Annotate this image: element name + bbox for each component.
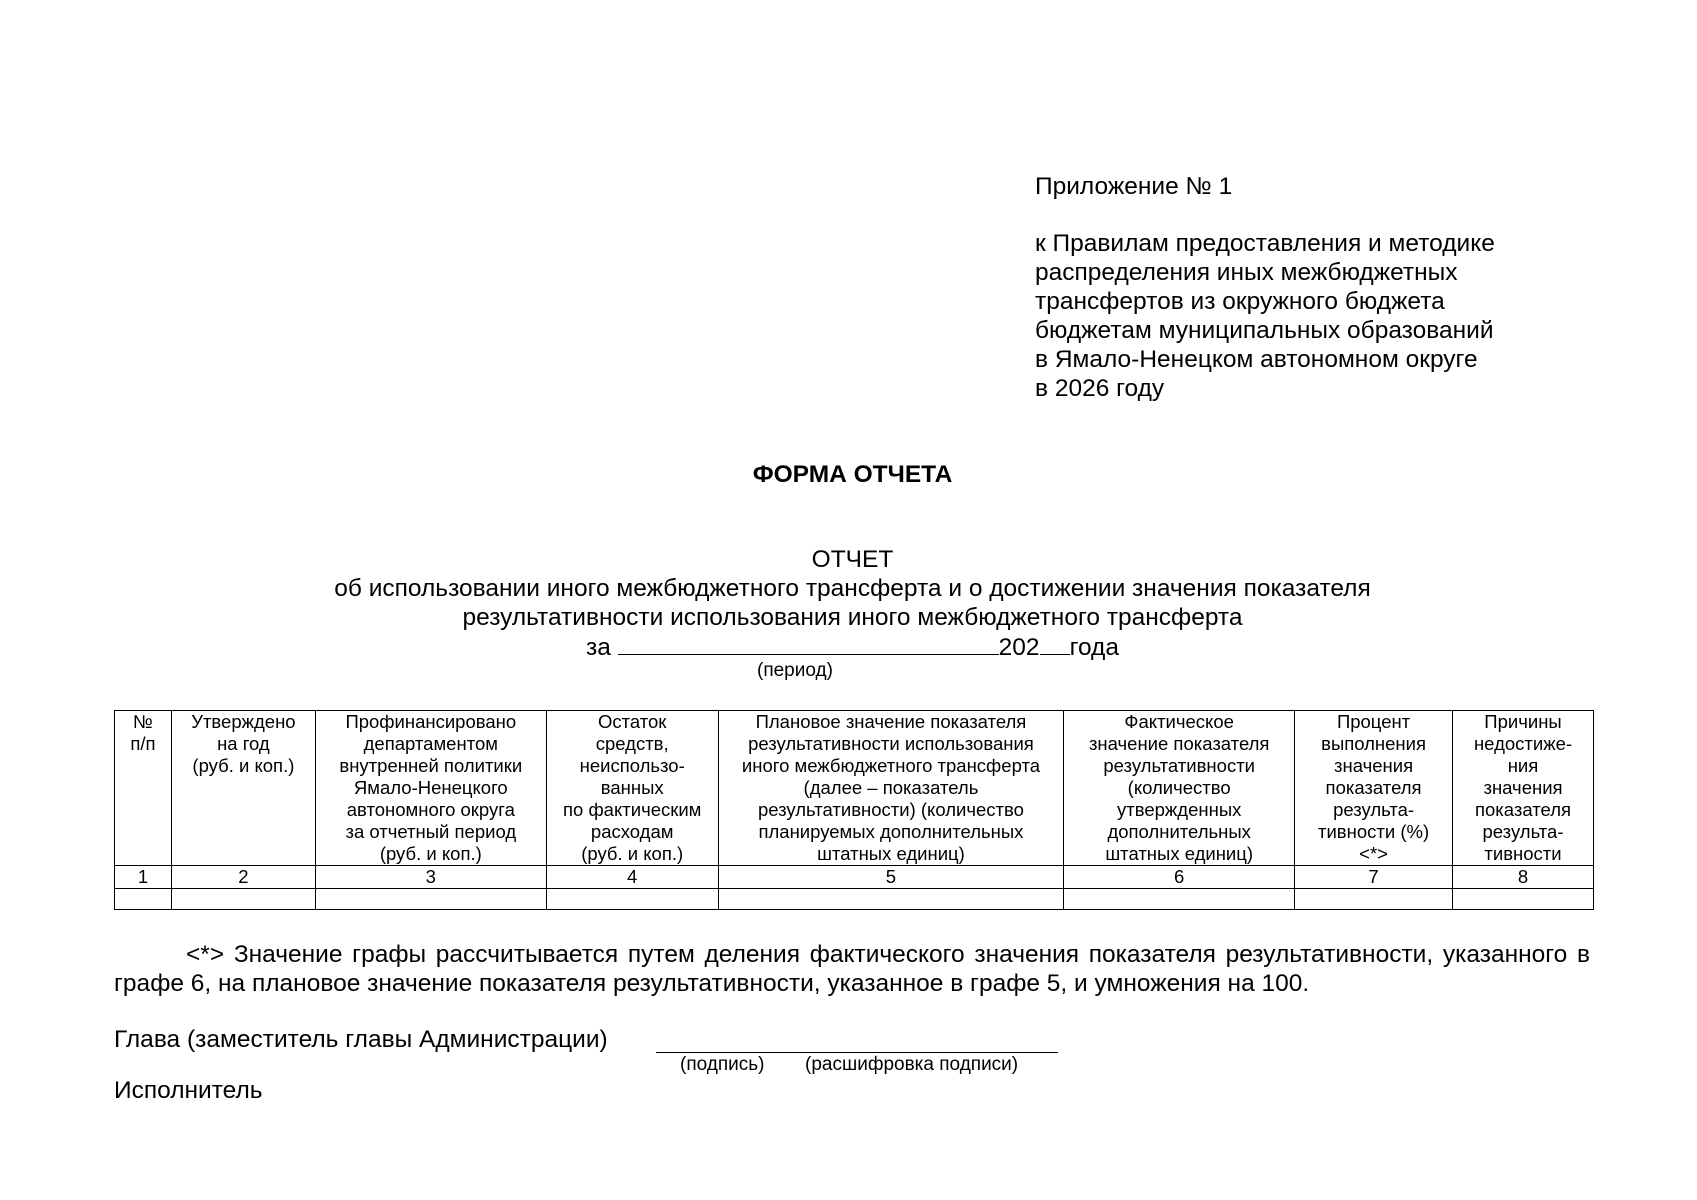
- column-header-line: Плановое значение показателя: [755, 711, 1027, 732]
- column-header-line: выполнения: [1321, 733, 1427, 754]
- column-header-line: неиспользо-: [579, 755, 685, 776]
- column-header-line: (руб. и коп.): [581, 843, 684, 864]
- column-header-line: результа-: [1333, 799, 1415, 820]
- period-year: 202: [998, 634, 1040, 661]
- column-header-line: штатных единиц): [1105, 843, 1254, 864]
- year-blank: [1040, 632, 1070, 655]
- table-cell: [115, 889, 172, 910]
- appendix-line: к Правилам предоставления и методике: [1035, 230, 1495, 257]
- report-subtitle-1: об использовании иного межбюджетного трансферта и о достижении значения показателя: [334, 575, 1371, 602]
- column-header-line: Остаток: [597, 711, 667, 732]
- column-number: 8: [1453, 866, 1594, 889]
- column-header-line: департаментом: [363, 733, 498, 754]
- signature-label: Глава (заместитель главы Администрации): [114, 1026, 608, 1053]
- column-header-line: результативности использования: [748, 733, 1034, 754]
- report-period-line: [0, 632, 1697, 662]
- column-header: [315, 711, 546, 866]
- column-header-line: результативности: [1103, 755, 1255, 776]
- column-header-line: автономного округа: [346, 799, 515, 820]
- period-blank: [618, 632, 999, 655]
- appendix-line: трансфертов из окружного бюджета: [1035, 288, 1445, 315]
- column-header-line: на год: [217, 733, 270, 754]
- table-cell: [1453, 889, 1594, 910]
- appendix-line: бюджетам муниципальных образований: [1035, 317, 1494, 344]
- column-header-line: расходам: [590, 821, 674, 842]
- appendix-line: в Ямало-Ненецком автономном округе: [1035, 346, 1478, 373]
- signature-caption: (подпись): [680, 1054, 765, 1075]
- column-header-line: (количество: [1127, 777, 1231, 798]
- table-cell: [171, 889, 315, 910]
- report-table: [114, 710, 1594, 910]
- column-header-line: Ямало-Ненецкого: [353, 777, 508, 798]
- table-cell: [1295, 889, 1453, 910]
- column-number: 4: [546, 866, 718, 889]
- column-header-line: иного межбюджетного трансферта: [741, 755, 1041, 776]
- table-cell: [718, 889, 1064, 910]
- period-prefix: за: [586, 634, 611, 661]
- column-header-line: результативности) (количество: [757, 799, 1024, 820]
- report-title: ОТЧЕТ: [811, 546, 894, 573]
- column-header-line: п/п: [130, 733, 156, 754]
- column-header-line: ванных: [600, 777, 664, 798]
- column-header: [115, 711, 172, 866]
- column-header-line: штатных единиц): [817, 843, 965, 864]
- table-cell: [546, 889, 718, 910]
- column-header-line: (далее – показатель: [803, 777, 979, 798]
- column-number: 6: [1064, 866, 1295, 889]
- signature-decoding-caption: (расшифровка подписи): [805, 1054, 1019, 1075]
- period-caption: (период): [757, 660, 833, 681]
- column-header-line: недостиже-: [1473, 733, 1573, 754]
- report-heading: [0, 545, 1697, 662]
- column-header-line: Профинансировано: [345, 711, 517, 732]
- column-header-line: значения: [1483, 777, 1563, 798]
- form-title: ФОРМА ОТЧЕТА: [752, 461, 953, 488]
- column-header-line: средств,: [595, 733, 669, 754]
- table-row: [115, 889, 1594, 910]
- executor-label: Исполнитель: [114, 1077, 263, 1104]
- column-number: 2: [171, 866, 315, 889]
- column-header-line: планируемых дополнительных: [758, 821, 1024, 842]
- appendix-line: в 2026 году: [1035, 375, 1165, 402]
- appendix-line: распределения иных межбюджетных: [1035, 259, 1458, 286]
- column-header-line: внутренней политики: [339, 755, 523, 776]
- table-cell: [315, 889, 546, 910]
- column-header-line: (руб. и коп.): [192, 755, 295, 776]
- column-header-line: за отчетный период: [345, 821, 517, 842]
- column-header-line: результа-: [1482, 821, 1564, 842]
- column-header-line: Причины: [1484, 711, 1562, 732]
- column-header-line: (руб. и коп.): [379, 843, 482, 864]
- column-header-line: ния: [1507, 755, 1539, 776]
- signature-line: [656, 1052, 1058, 1053]
- column-header: [171, 711, 315, 866]
- column-header-line: показателя: [1475, 799, 1572, 820]
- report-subtitle-2: результативности использования иного межбюджетного трансферта: [462, 604, 1243, 631]
- appendix-block: [1035, 172, 1495, 403]
- column-header: [1453, 711, 1594, 866]
- column-header: [718, 711, 1064, 866]
- footnote: <*> Значение графы рассчитывается путем деления фактического значения показателя результативности, указанного в графе 6, на плановое значение показателя результативности, указанное в графе 5, и умножения на 100.: [114, 941, 1590, 997]
- appendix-number: Приложение № 1: [1035, 173, 1233, 200]
- column-number: 5: [718, 866, 1064, 889]
- column-number: 1: [115, 866, 172, 889]
- table-header-row: [115, 711, 1594, 866]
- column-header: [1064, 711, 1295, 866]
- column-header-line: дополнительных: [1107, 821, 1251, 842]
- column-number: 3: [315, 866, 546, 889]
- period-suffix: года: [1069, 634, 1119, 661]
- column-header-line: по фактическим: [563, 799, 702, 820]
- table-number-row: [115, 866, 1594, 889]
- column-number: 7: [1295, 866, 1453, 889]
- column-header: [546, 711, 718, 866]
- column-header-line: <*>: [1359, 843, 1388, 864]
- column-header-line: Процент: [1336, 711, 1411, 732]
- column-header-line: Утверждено: [191, 711, 296, 732]
- table-cell: [1064, 889, 1295, 910]
- column-header-line: значение показателя: [1088, 733, 1270, 754]
- column-header-line: Фактическое: [1124, 711, 1234, 732]
- column-header-line: №: [133, 711, 153, 732]
- column-header-line: тивности (%): [1318, 821, 1430, 842]
- column-header-line: показателя: [1325, 777, 1422, 798]
- column-header-line: утвержденных: [1117, 799, 1242, 820]
- column-header-line: тивности: [1484, 843, 1562, 864]
- column-header: [1295, 711, 1453, 866]
- column-header-line: значения: [1334, 755, 1414, 776]
